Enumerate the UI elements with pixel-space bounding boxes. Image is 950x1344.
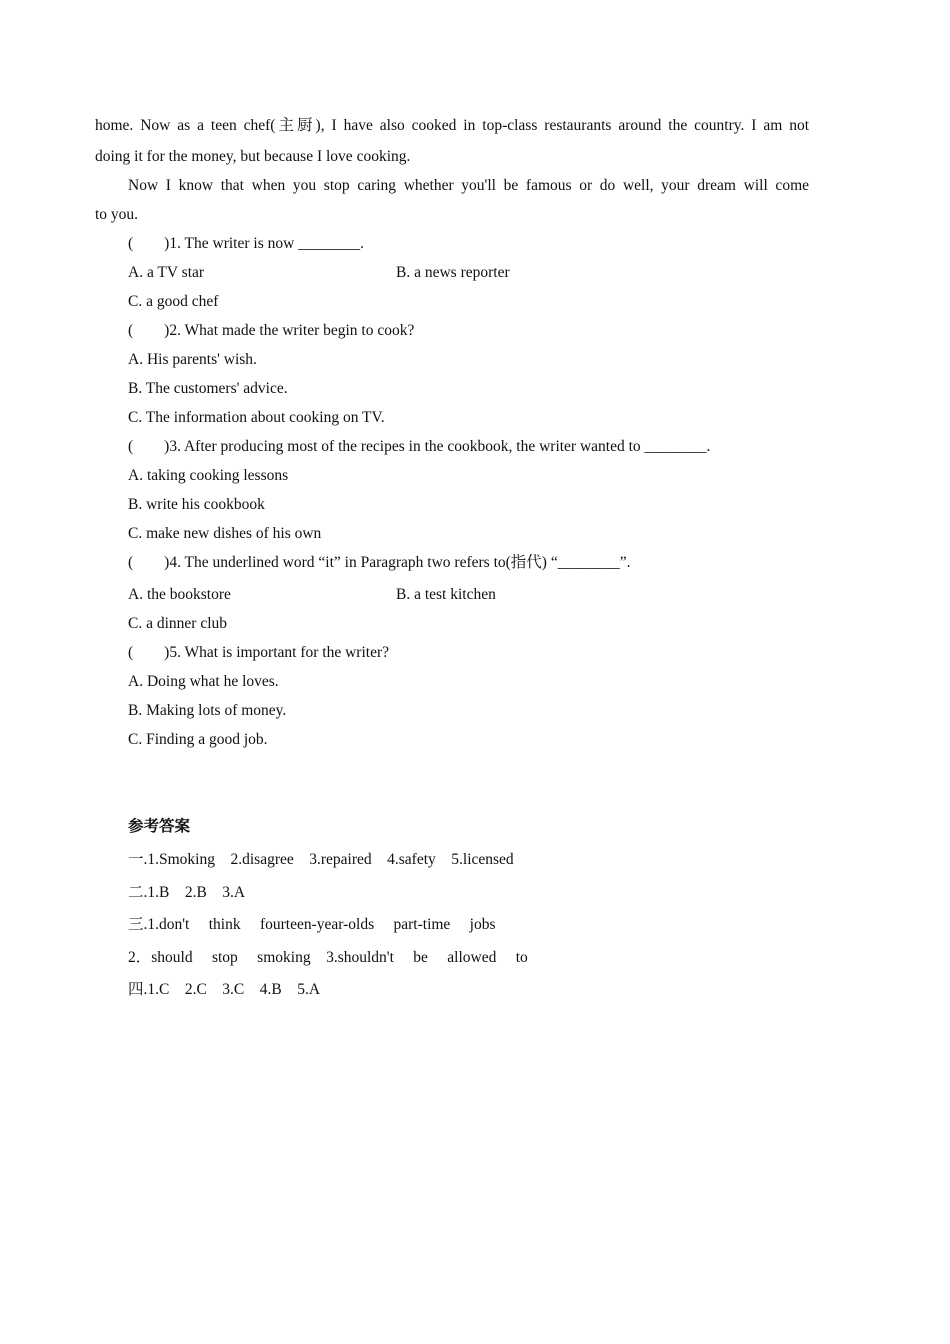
question-stem: ( )1. The writer is now ________. — [128, 235, 365, 252]
passage-line: to you. — [95, 206, 139, 223]
option-b: B. write his cookbook — [128, 496, 265, 513]
option-a: A. Doing what he loves. — [128, 673, 279, 690]
option-a: A. a TV star — [128, 264, 205, 281]
question-stem: ( )3. After producing most of the recipes in the cookbook, the writer wanted to ________. — [128, 438, 711, 455]
option-c: C. make new dishes of his own — [128, 525, 322, 542]
answer-heading: 参考答案 — [128, 818, 191, 835]
question-stem: ( )2. What made the writer begin to cook? — [128, 322, 415, 339]
option-c: C. a dinner club — [128, 615, 228, 632]
passage-line: home. Now as a teen chef(主厨), I have also cooked in top-class restaurants around the country. I am not — [95, 117, 809, 134]
question-stem: ( )5. What is important for the writer? — [128, 644, 389, 661]
option-b: B. a news reporter — [396, 264, 510, 281]
passage-line: doing it for the money, but because I love cooking. — [95, 148, 411, 165]
question-stem: ( )4. The underlined word “it” in Paragraph two refers to(指代) “________”. — [128, 554, 631, 571]
answer-line: 三.1.don't think fourteen-year-olds part-time jobs — [128, 916, 496, 933]
option-c: C. a good chef — [128, 293, 219, 310]
option-b: B. The customers' advice. — [128, 380, 288, 397]
answer-line: 2．should stop smoking 3.shouldn't be allowed to — [128, 949, 528, 966]
option-a: A. His parents' wish. — [128, 351, 257, 368]
option-c: C. Finding a good job. — [128, 731, 268, 748]
option-b: B. a test kitchen — [396, 586, 496, 603]
passage-line: Now I know that when you stop caring whether you'll be famous or do well, your dream will come — [128, 177, 809, 194]
option-c: C. The information about cooking on TV. — [128, 409, 385, 426]
option-b: B. Making lots of money. — [128, 702, 287, 719]
option-a: A. the bookstore — [128, 586, 231, 603]
answer-line: 一.1.Smoking 2.disagree 3.repaired 4.safety 5.licensed — [128, 851, 514, 868]
answer-line: 四.1.C 2.C 3.C 4.B 5.A — [128, 981, 321, 998]
option-a: A. taking cooking lessons — [128, 467, 289, 484]
answer-line: 二.1.B 2.B 3.A — [128, 884, 246, 901]
